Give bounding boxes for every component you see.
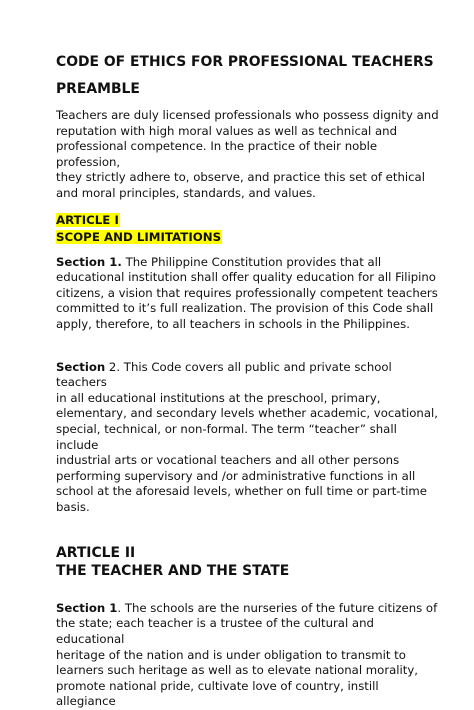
section-line: basis. — [56, 499, 90, 514]
section-line: . The schools are the nurseries of the future citizens of — [117, 600, 438, 615]
section-line: The Philippine Constitution provides that all — [121, 254, 382, 269]
article-1-heading — [56, 211, 441, 245]
article-1-title: SCOPE AND LIMITATIONS — [56, 229, 222, 244]
section-line: apply, therefore, to all teachers in schools in the Philippines. — [56, 316, 410, 331]
section-label: Section 1 — [56, 600, 118, 615]
section-line: in all educational institutions at the preschool, primary, — [56, 390, 381, 405]
document-title: CODE OF ETHICS FOR PROFESSIONAL TEACHERS — [56, 54, 434, 70]
section-label: Section 1. — [56, 254, 122, 269]
article-1-section-1 — [56, 255, 441, 333]
article-2-title: THE TEACHER AND THE STATE — [56, 562, 290, 579]
article-2-heading — [56, 545, 441, 579]
section-line: industrial arts or vocational teachers and all other persons — [56, 453, 400, 468]
article-1-section-2 — [56, 360, 441, 516]
section-label: Section — [56, 359, 106, 374]
section-line: heritage of the nation and is under obligation to transmit to — [56, 647, 406, 662]
preamble-heading: PREAMBLE — [56, 81, 140, 97]
preamble-line: reputation with high moral values as well as technical and — [56, 123, 398, 138]
section-line: educational institution shall offer quality education for all Filipino — [56, 270, 436, 285]
preamble-line: they strictly adhere to, observe, and practice this set of ethical — [56, 170, 425, 185]
article-2-section-1 — [56, 601, 441, 710]
preamble-paragraph — [56, 108, 441, 202]
article-2-number: ARTICLE II — [56, 545, 136, 562]
preamble-line: and moral principles, standards, and values. — [56, 185, 316, 200]
section-line: committed to it’s full realization. The provision of this Code shall — [56, 301, 434, 316]
section-line: the state; each teacher is a trustee of the cultural and educational — [56, 616, 374, 647]
section-line: 2. This Code covers all public and private school teachers — [56, 359, 392, 390]
preamble-line: Teachers are duly licensed professionals who possess dignity and — [56, 108, 439, 122]
section-line: school at the aforesaid levels, whether on full time or part-time — [56, 484, 427, 499]
section-line: promote national pride, cultivate love of country, instill allegiance — [56, 678, 379, 709]
preamble-line: professional competence. In the practice of their noble profession, — [56, 139, 378, 169]
section-line: performing supervisory and /or administrative functions in all — [56, 468, 416, 483]
section-line: learners such heritage as well as to elevate national morality, — [56, 663, 418, 678]
document-page — [56, 54, 441, 710]
section-line: elementary, and secondary levels whether academic, vocational, — [56, 406, 438, 421]
section-line: special, technical, or non-formal. The term “teacher” shall include — [56, 421, 397, 452]
section-line: citizens, a vision that requires professionally competent teachers — [56, 285, 438, 300]
article-1-number: ARTICLE I — [56, 212, 119, 227]
